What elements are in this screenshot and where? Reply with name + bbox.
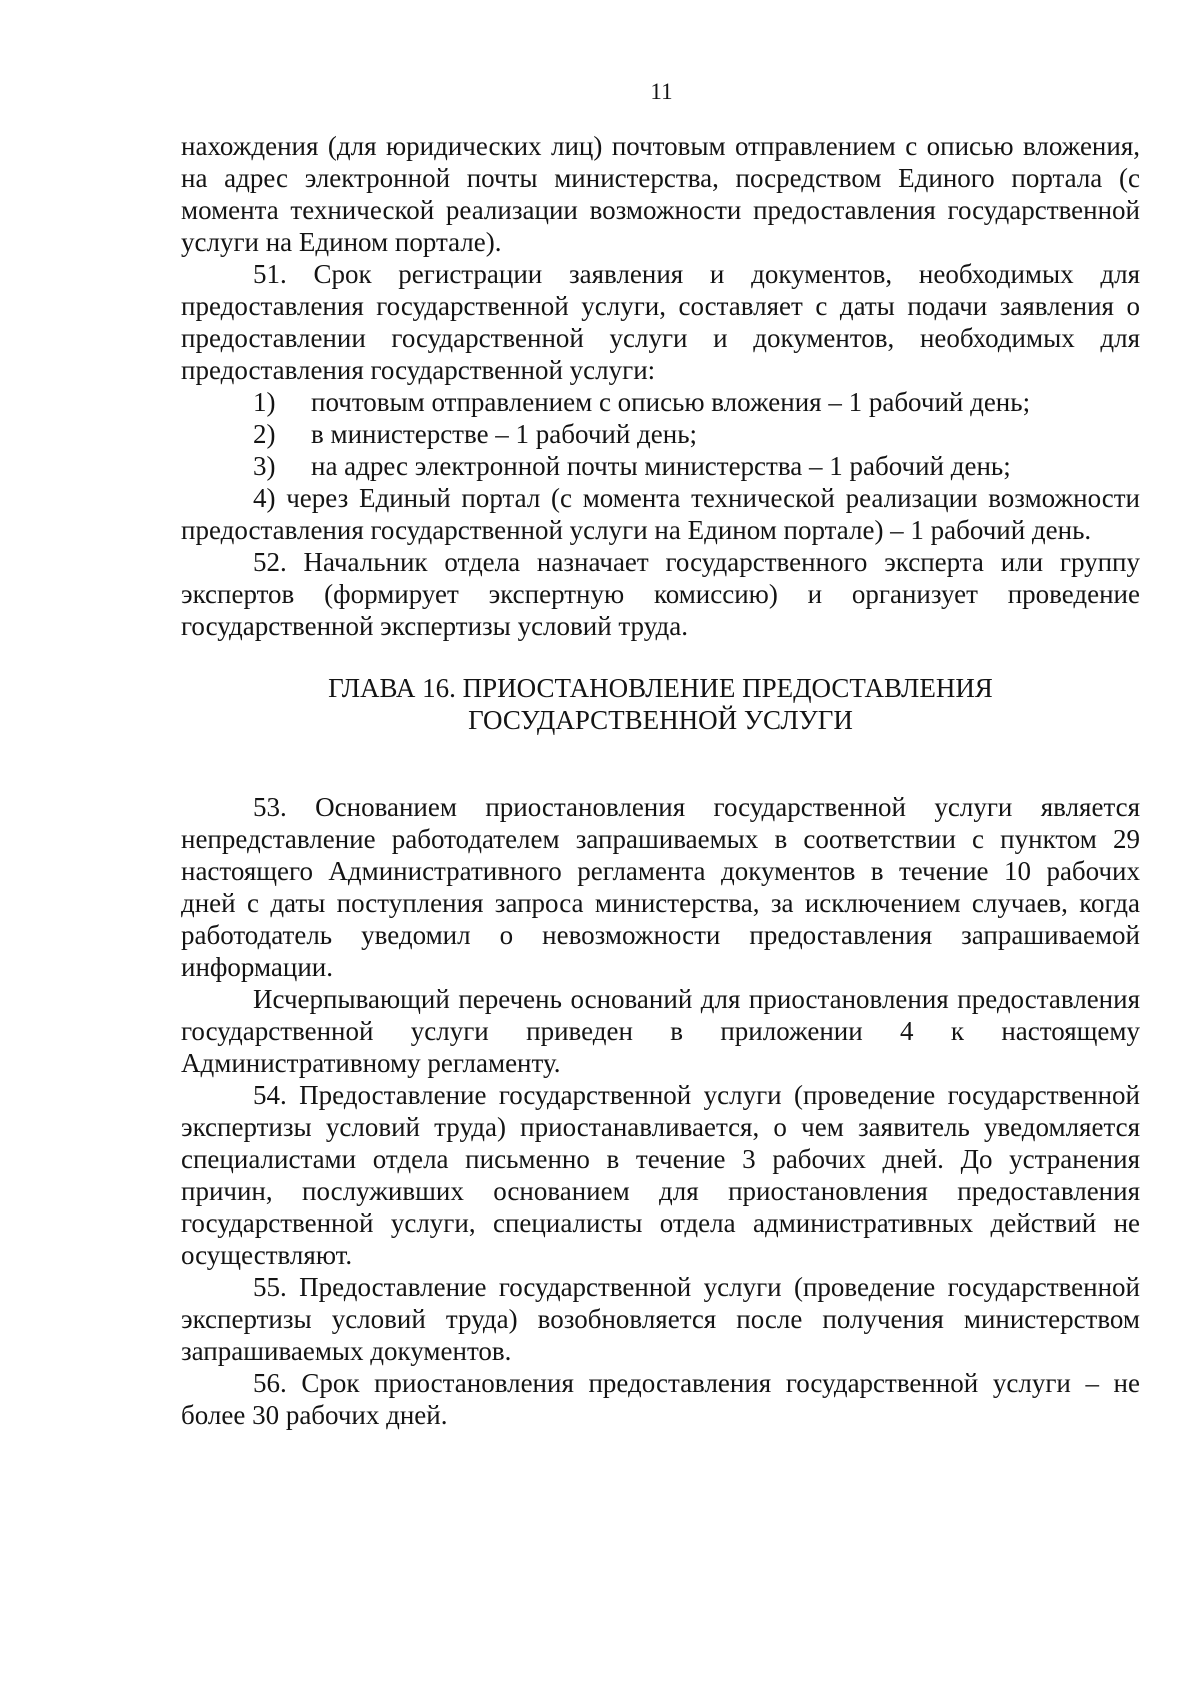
- list-number: 1): [253, 387, 276, 417]
- paragraph-continued: нахождения (для юридических лиц) почтовым отправлением с описью вложения, на адрес электронной почты министерства, посредством Единого портала (с момента технической реализации возможности предоставления государственной услуги на Едином портале).: [181, 131, 1140, 257]
- paragraph-52: 52. Начальник отдела назначает государственного эксперта или группу экспертов (формирует экспертную комиссию) и организует проведение государственной экспертизы условий труда.: [181, 547, 1140, 641]
- list-item-4: [181, 482, 1140, 546]
- paragraph-55: 55. Предоставление государственной услуги (проведение государственной экспертизы условий труда) возобновляется после получения министерством запрашиваемых документов.: [181, 1272, 1140, 1366]
- list-number: 4): [253, 483, 276, 513]
- chapter-title-line-2: ГОСУДАРСТВЕННОЙ УСЛУГИ: [468, 705, 853, 735]
- list-number: 2): [253, 419, 276, 449]
- list-item-2: [181, 418, 1140, 450]
- paragraph-51: 51. Срок регистрации заявления и документов, необходимых для предоставления государственной услуги, составляет с даты подачи заявления о предоставлении государственной услуги и документов, необходимых для предоставления государственной услуги:: [181, 259, 1140, 385]
- list-text: через Единый портал (с момента технической реализации возможности предоставления государственной услуги на Едином портале) – 1 рабочий день.: [181, 483, 1141, 545]
- paragraph-56: 56. Срок приостановления предоставления государственной услуги – не более 30 рабочих дней.: [181, 1368, 1140, 1430]
- page-number: 11: [650, 79, 673, 104]
- paragraph-54: 54. Предоставление государственной услуги (проведение государственной экспертизы условий труда) приостанавливается, о чем заявитель уведомляется специалистами отдела письменно в течение 3 рабочих дней. До устранения причин, послуживших основанием для приостановления предоставления государственной услуги, специалисты отдела административных действий не осуществляют.: [181, 1080, 1140, 1270]
- paragraph-53: 53. Основанием приостановления государственной услуги является непредставление работодателем запрашиваемых в соответствии с пунктом 29 настоящего Административного регламента документов в течение 10 рабочих дней с даты поступления запроса министерства, за исключением случаев, когда работодатель уведомил о невозможности предоставления запрашиваемой информации.: [181, 792, 1140, 982]
- list-text: почтовым отправлением с описью вложения – 1 рабочий день;: [311, 387, 1031, 417]
- list-item-1: [181, 386, 1140, 418]
- chapter-title-line-1: ГЛАВА 16. ПРИОСТАНОВЛЕНИЕ ПРЕДОСТАВЛЕНИЯ: [328, 673, 993, 703]
- list-text: в министерстве – 1 рабочий день;: [311, 419, 698, 449]
- document-body: [181, 130, 1140, 1431]
- paragraph-53-b: Исчерпывающий перечень оснований для приостановления предоставления государственной услуги приведен в приложении 4 к настоящему Административному регламенту.: [181, 984, 1140, 1078]
- list-text: на адрес электронной почты министерства – 1 рабочий день;: [311, 451, 1011, 481]
- list-number: 3): [253, 451, 276, 481]
- list-item-3: [181, 450, 1140, 482]
- chapter-heading: [181, 672, 1140, 736]
